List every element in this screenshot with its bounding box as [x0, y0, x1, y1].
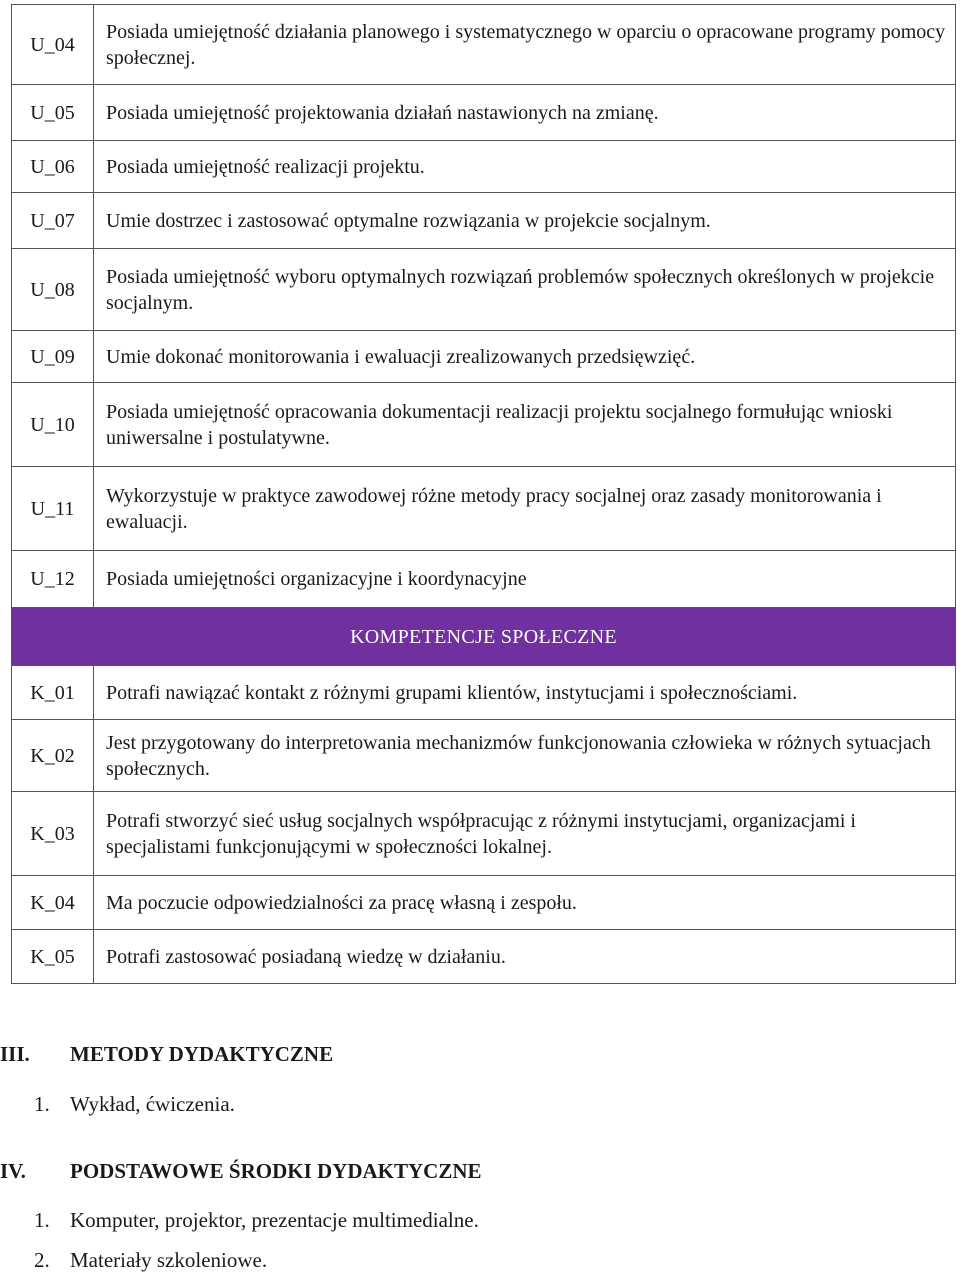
list-item-text: Wykład, ćwiczenia.: [70, 1092, 235, 1116]
outcome-code: U_12: [12, 551, 94, 608]
table-row: [12, 141, 956, 193]
list-item-text: Materiały szkoleniowe.: [70, 1248, 268, 1272]
section-number: III.: [0, 1042, 30, 1066]
table-row: [12, 249, 956, 331]
outcome-description: Wykorzystuje w praktyce zawodowej różne metody pracy socjalnej oraz zasady monitorowania i ewaluacji.: [94, 467, 956, 551]
table-row: [12, 331, 956, 383]
table-row: [12, 720, 956, 792]
section-heading: [0, 1042, 960, 1070]
list-item-number: 1.: [34, 1208, 50, 1232]
table-row: [12, 666, 956, 720]
outcome-description: Jest przygotowany do interpretowania mechanizmów funkcjonowania człowieka w różnych sytuacjach społecznych.: [94, 720, 956, 792]
table-row: [12, 551, 956, 608]
learning-outcomes-table: [11, 4, 956, 984]
table-row: [12, 876, 956, 930]
table-row: [12, 383, 956, 467]
section-number: IV.: [0, 1159, 26, 1183]
outcome-code: U_09: [12, 331, 94, 383]
table-row: [12, 85, 956, 141]
section-heading: [0, 1159, 960, 1187]
competence-section-header: KOMPETENCJE SPOŁECZNE: [12, 608, 956, 666]
table-row: [12, 5, 956, 85]
outcome-code: U_11: [12, 467, 94, 551]
outcome-code: K_03: [12, 792, 94, 876]
outcome-description: Potrafi stworzyć sieć usług socjalnych współpracując z różnymi instytucjami, organizacjami i specjalistami funkcjonującymi w społeczności lokalnej.: [94, 792, 956, 876]
outcome-description: Potrafi zastosować posiadaną wiedzę w działaniu.: [94, 930, 956, 984]
outcome-description: Potrafi nawiązać kontakt z różnymi grupami klientów, instytucjami i społecznościami.: [94, 666, 956, 720]
list-item-number: 2.: [34, 1248, 50, 1272]
list-item-text: Komputer, projektor, prezentacje multimedialne.: [70, 1208, 479, 1232]
outcome-code: U_06: [12, 141, 94, 193]
outcome-description: Umie dostrzec i zastosować optymalne rozwiązania w projekcie socjalnym.: [94, 193, 956, 249]
outcome-code: K_05: [12, 930, 94, 984]
table-row: [12, 467, 956, 551]
list-item: [34, 1248, 267, 1273]
outcome-description: Posiada umiejętność projektowania działań nastawionych na zmianę.: [94, 85, 956, 141]
section-header-row: [12, 608, 956, 666]
outcome-description: Ma poczucie odpowiedzialności za pracę własną i zespołu.: [94, 876, 956, 930]
table-row: [12, 193, 956, 249]
section-title: PODSTAWOWE ŚRODKI DYDAKTYCZNE: [70, 1159, 482, 1183]
table-row: [12, 930, 956, 984]
outcome-description: Posiada umiejętność działania planowego i systematycznego w oparciu o opracowane programy pomocy społecznej.: [94, 5, 956, 85]
outcome-description: Posiada umiejętności organizacyjne i koordynacyjne: [94, 551, 956, 608]
outcome-code: U_04: [12, 5, 94, 85]
section-title: METODY DYDAKTYCZNE: [70, 1042, 334, 1066]
outcome-code: U_10: [12, 383, 94, 467]
table-row: [12, 792, 956, 876]
outcome-code: K_02: [12, 720, 94, 792]
outcome-description: Posiada umiejętność realizacji projektu.: [94, 141, 956, 193]
outcome-code: U_08: [12, 249, 94, 331]
outcome-code: K_01: [12, 666, 94, 720]
outcome-code: K_04: [12, 876, 94, 930]
outcome-description: Posiada umiejętność wyboru optymalnych rozwiązań problemów społecznych określonych w projekcie socjalnym.: [94, 249, 956, 331]
outcome-description: Umie dokonać monitorowania i ewaluacji zrealizowanych przedsięwzięć.: [94, 331, 956, 383]
outcome-code: U_07: [12, 193, 94, 249]
outcome-description: Posiada umiejętność opracowania dokumentacji realizacji projektu socjalnego formułując wnioski uniwersalne i postulatywne.: [94, 383, 956, 467]
list-item: [34, 1092, 235, 1117]
list-item-number: 1.: [34, 1092, 50, 1116]
outcome-code: U_05: [12, 85, 94, 141]
list-item: [34, 1208, 479, 1233]
